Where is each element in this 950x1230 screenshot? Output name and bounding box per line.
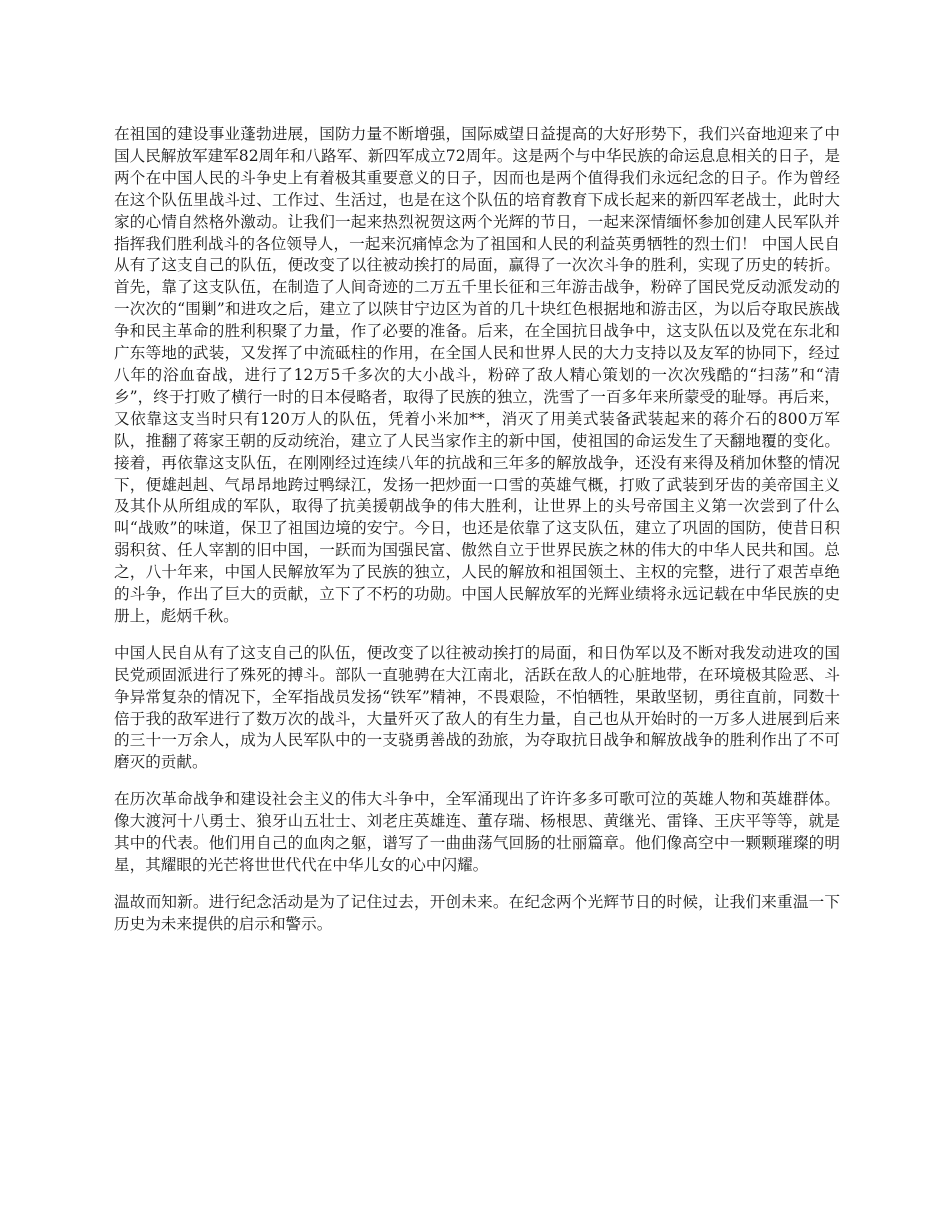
paragraph-1: 在祖国的建设事业蓬勃进展，国防力量不断增强，国际威望日益提高的大好形势下，我们兴奋地迎来了中国人民解放军建军82周年和八路军、新四军成立72周年。这是两个与中华民族的命运息息相关的日子，是两个在中国人民的斗争史上有着极其重要意义的日子，因而也是两个值得我们永远纪念的日子。作为曾经在这个队伍里战斗过、工作过、生活过，也是在这个队伍的培育教育下成长起来的新四军老战士，此时大家的心情自然格外激动。让我们一起来热烈祝贺这两个光辉的节日，一起来深情缅怀参加创建人民军队并指挥我们胜利战斗的各位领导人，一起来沉痛悼念为了祖国和人民的利益英勇牺牲的烈士们！ 中国人民自从有了这支自己的队伍，便改变了以往被动挨打的局面，赢得了一次次斗争的胜利，实现了历史的转折。首先，靠了这支队伍，在制造了人间奇迹的二万五千里长征和三年游击战争，粉碎了国民党反动派发动的一次次的“围剿”和进攻之后，建立了以陕甘宁边区为首的几十块红色根据地和游击区，为以后夺取民族战争和民主革命的胜利积聚了力量，作了必要的准备。后来，在全国抗日战争中，这支队伍以及党在东北和广东等地的武装，又发挥了中流砥柱的作用，在全国人民和世界人民的大力支持以及友军的协同下，经过八年的浴血奋战，进行了12万5千多次的大小战斗，粉碎了敌人精心策划的一次次残酷的“扫荡”和“清乡”，终于打败了横行一时的日本侵略者，取得了民族的独立，洗雪了一百多年来所蒙受的耻辱。再后来，又依靠这支当时只有120万人的队伍，凭着小米加**，消灭了用美式装备武装起来的蒋介石的800万军队，推翻了蒋家王朝的反动统治，建立了人民当家作主的新中国，使祖国的命运发生了天翻地覆的变化。接着，再依靠这支队伍，在刚刚经过连续八年的抗战和三年多的解放战争，还没有来得及稍加休整的情况下，便雄赳赳、气昂昂地跨过鸭绿江，发扬一把炒面一口雪的英雄气概，打败了武装到牙齿的美帝国主义及其仆从所组成的军队，取得了抗美援朝战争的伟大胜利，让世界上的头号帝国主义第一次尝到了什么叫“战败”的味道，保卫了祖国边境的安宁。今日，也还是依靠了这支队伍，建立了巩固的国防，使昔日积弱积贫、任人宰割的旧中国，一跃而为国强民富、傲然自立于世界民族之林的伟大的中华人民共和国。总之，八十年来，中国人民解放军为了民族的独立，人民的解放和祖国领土、主权的完整，进行了艰苦卓绝的斗争，作出了巨大的贡献，立下了不朽的功勋。中国人民解放军的光辉业绩将永远记载在中华民族的史册上，彪炳千秋。 xyxy=(114,125,840,625)
paragraph-2: 中国人民自从有了这支自己的队伍，便改变了以往被动挨打的局面，和日伪军以及不断对我发动进攻的国民党顽固派进行了殊死的搏斗。部队一直驰骋在大江南北，活跃在敌人的心脏地带，在环境极其险恶、斗争异常复杂的情况下，全军指战员发扬“铁军”精神，不畏艰险，不怕牺牲，果敢坚韧，勇往直前，同数十倍于我的敌军进行了数万次的战斗，大量歼灭了敌人的有生力量，自己也从开始时的一万多人进展到后来的三十一万余人，成为人民军队中的一支骁勇善战的劲旅，为夺取抗日战争和解放战争的胜利作出了不可磨灭的贡献。 xyxy=(114,643,840,772)
paragraph-3: 在历次革命战争和建设社会主义的伟大斗争中，全军涌现出了许许多多可歌可泣的英雄人物和英雄群体。像大渡河十八勇士、狼牙山五壮士、刘老庄英雄连、董存瑞、杨根思、黄继光、雷锋、王庆平等等，就是其中的代表。他们用自己的血肉之躯，谱写了一曲曲荡气回肠的壮丽篇章。他们像高空中一颗颗璀璨的明星，其耀眼的光芒将世世代代在中华儿女的心中闪耀。 xyxy=(114,790,840,874)
paragraph-4: 温故而知新。进行纪念活动是为了记住过去，开创未来。在纪念两个光辉节日的时候，让我们来重温一下历史为未来提供的启示和警示。 xyxy=(114,892,840,933)
document-body xyxy=(114,124,840,951)
